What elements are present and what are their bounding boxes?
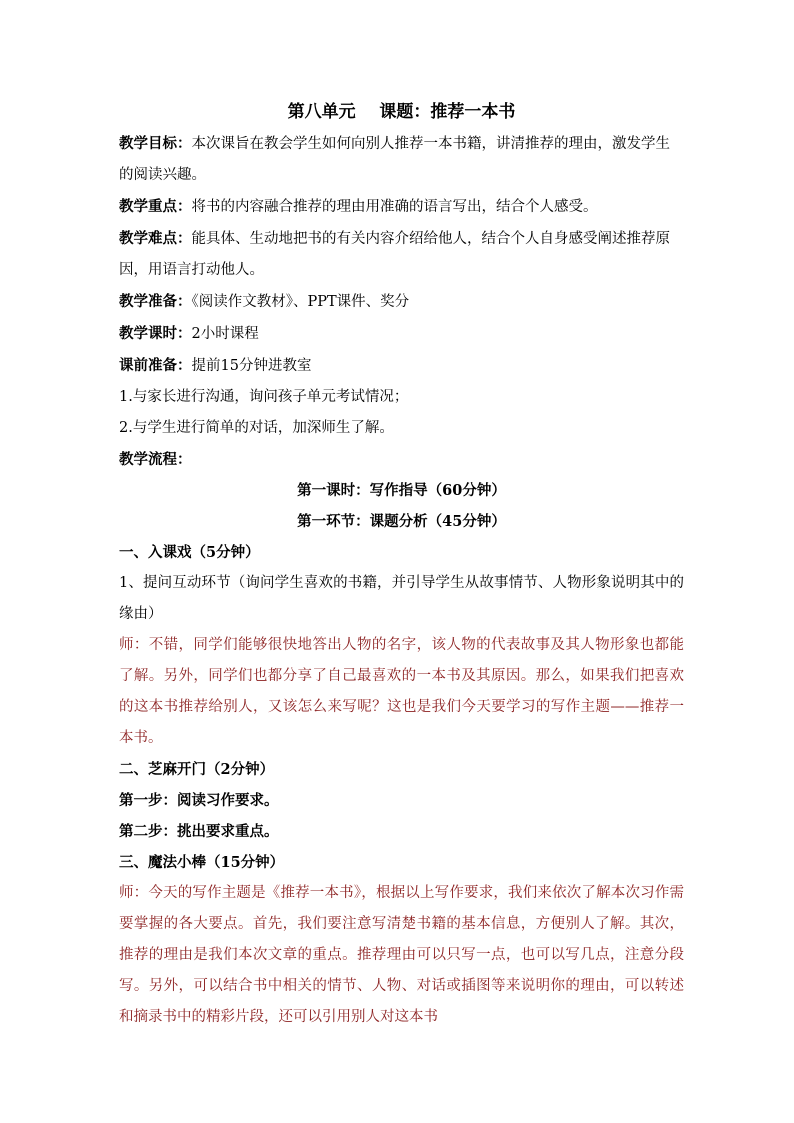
teaching-difficulty: [119, 223, 684, 286]
section-heading: 第一环节：课题分析（45分钟）: [297, 513, 506, 530]
part-two-step-two: 第二步：挑出要求重点。: [119, 823, 279, 840]
part-one-heading: 一、入课戏（5分钟）: [119, 544, 260, 561]
teaching-key-point-label: 教学重点：: [119, 198, 192, 215]
pre-class-item: 2.与学生进行简单的对话，加深师生了解。: [119, 420, 394, 436]
teaching-goal-label: 教学目标：: [119, 135, 192, 152]
document-body: [119, 97, 684, 1033]
teaching-flow-label: 教学流程：: [119, 451, 192, 468]
page-title: 第八单元 课题：推荐一本书: [287, 102, 516, 122]
teacher-speech: 师：今天的写作主题是《推荐一本书》，根据以上写作要求，我们来依次了解本次习作需要掌握的各大要点。首先，我们要注意写清楚书籍的基本信息，方便别人了解。其次，推荐的理由是我们本次文章的重点。推荐理由可以只写一点，也可以写几点，注意分段写。另外，可以结合书中相关的情节、人物、对话或插图等来说明你的理由，可以转述和摘录书中的精彩片段，还可以引用别人对这本书: [119, 885, 684, 1025]
teaching-preparation: [119, 286, 684, 318]
teacher-speech: 师：不错，同学们能够很快地答出人物的名字，该人物的代表故事及其人物形象也都能了解。另外，同学们也都分享了自己最喜欢的一本书及其原因。那么，如果我们把喜欢的这本书推荐给别人，又该怎么来写呢？这也是我们今天要学习的写作主题——推荐一本书。: [119, 637, 684, 746]
part-two-heading: 二、芝麻开门（2分钟）: [119, 761, 275, 778]
part-one-step: 1、提问互动环节（询问学生喜欢的书籍，并引导学生从故事情节、人物形象说明其中的缘由）: [119, 575, 684, 622]
lesson-heading: 第一课时：写作指导（60分钟）: [297, 482, 506, 499]
teaching-goal: [119, 128, 684, 191]
teaching-hours-text: 2小时课程: [191, 326, 259, 342]
teaching-hours-label: 教学课时：: [119, 325, 192, 342]
teaching-key-point: [119, 191, 684, 223]
teaching-key-point-text: 将书的内容融合推荐的理由用准确的语言写出，结合个人感受。: [191, 199, 598, 215]
teaching-preparation-text: 《阅读作文教材》、PPT课件、奖分: [191, 294, 410, 310]
teaching-difficulty-label: 教学难点：: [119, 230, 192, 247]
pre-class-preparation: [119, 350, 684, 382]
part-two-step-one: 第一步：阅读习作要求。: [119, 792, 279, 809]
part-three-heading: 三、魔法小棒（15分钟）: [119, 854, 285, 871]
pre-class-preparation-text: 提前15分钟进教室: [191, 358, 312, 374]
pre-class-item: 1.与家长进行沟通，询问孩子单元考试情况；: [119, 389, 409, 405]
teaching-goal-text: 本次课旨在教会学生如何向别人推荐一本书籍，讲清推荐的理由，激发学生的阅读兴趣。: [119, 136, 670, 183]
teaching-difficulty-text: 能具体、生动地把书的有关内容介绍给他人，结合个人自身感受阐述推荐原因，用语言打动他人。: [119, 231, 670, 278]
pre-class-preparation-label: 课前准备：: [119, 357, 192, 374]
teaching-preparation-label: 教学准备：: [119, 293, 192, 310]
teaching-hours: [119, 318, 684, 350]
